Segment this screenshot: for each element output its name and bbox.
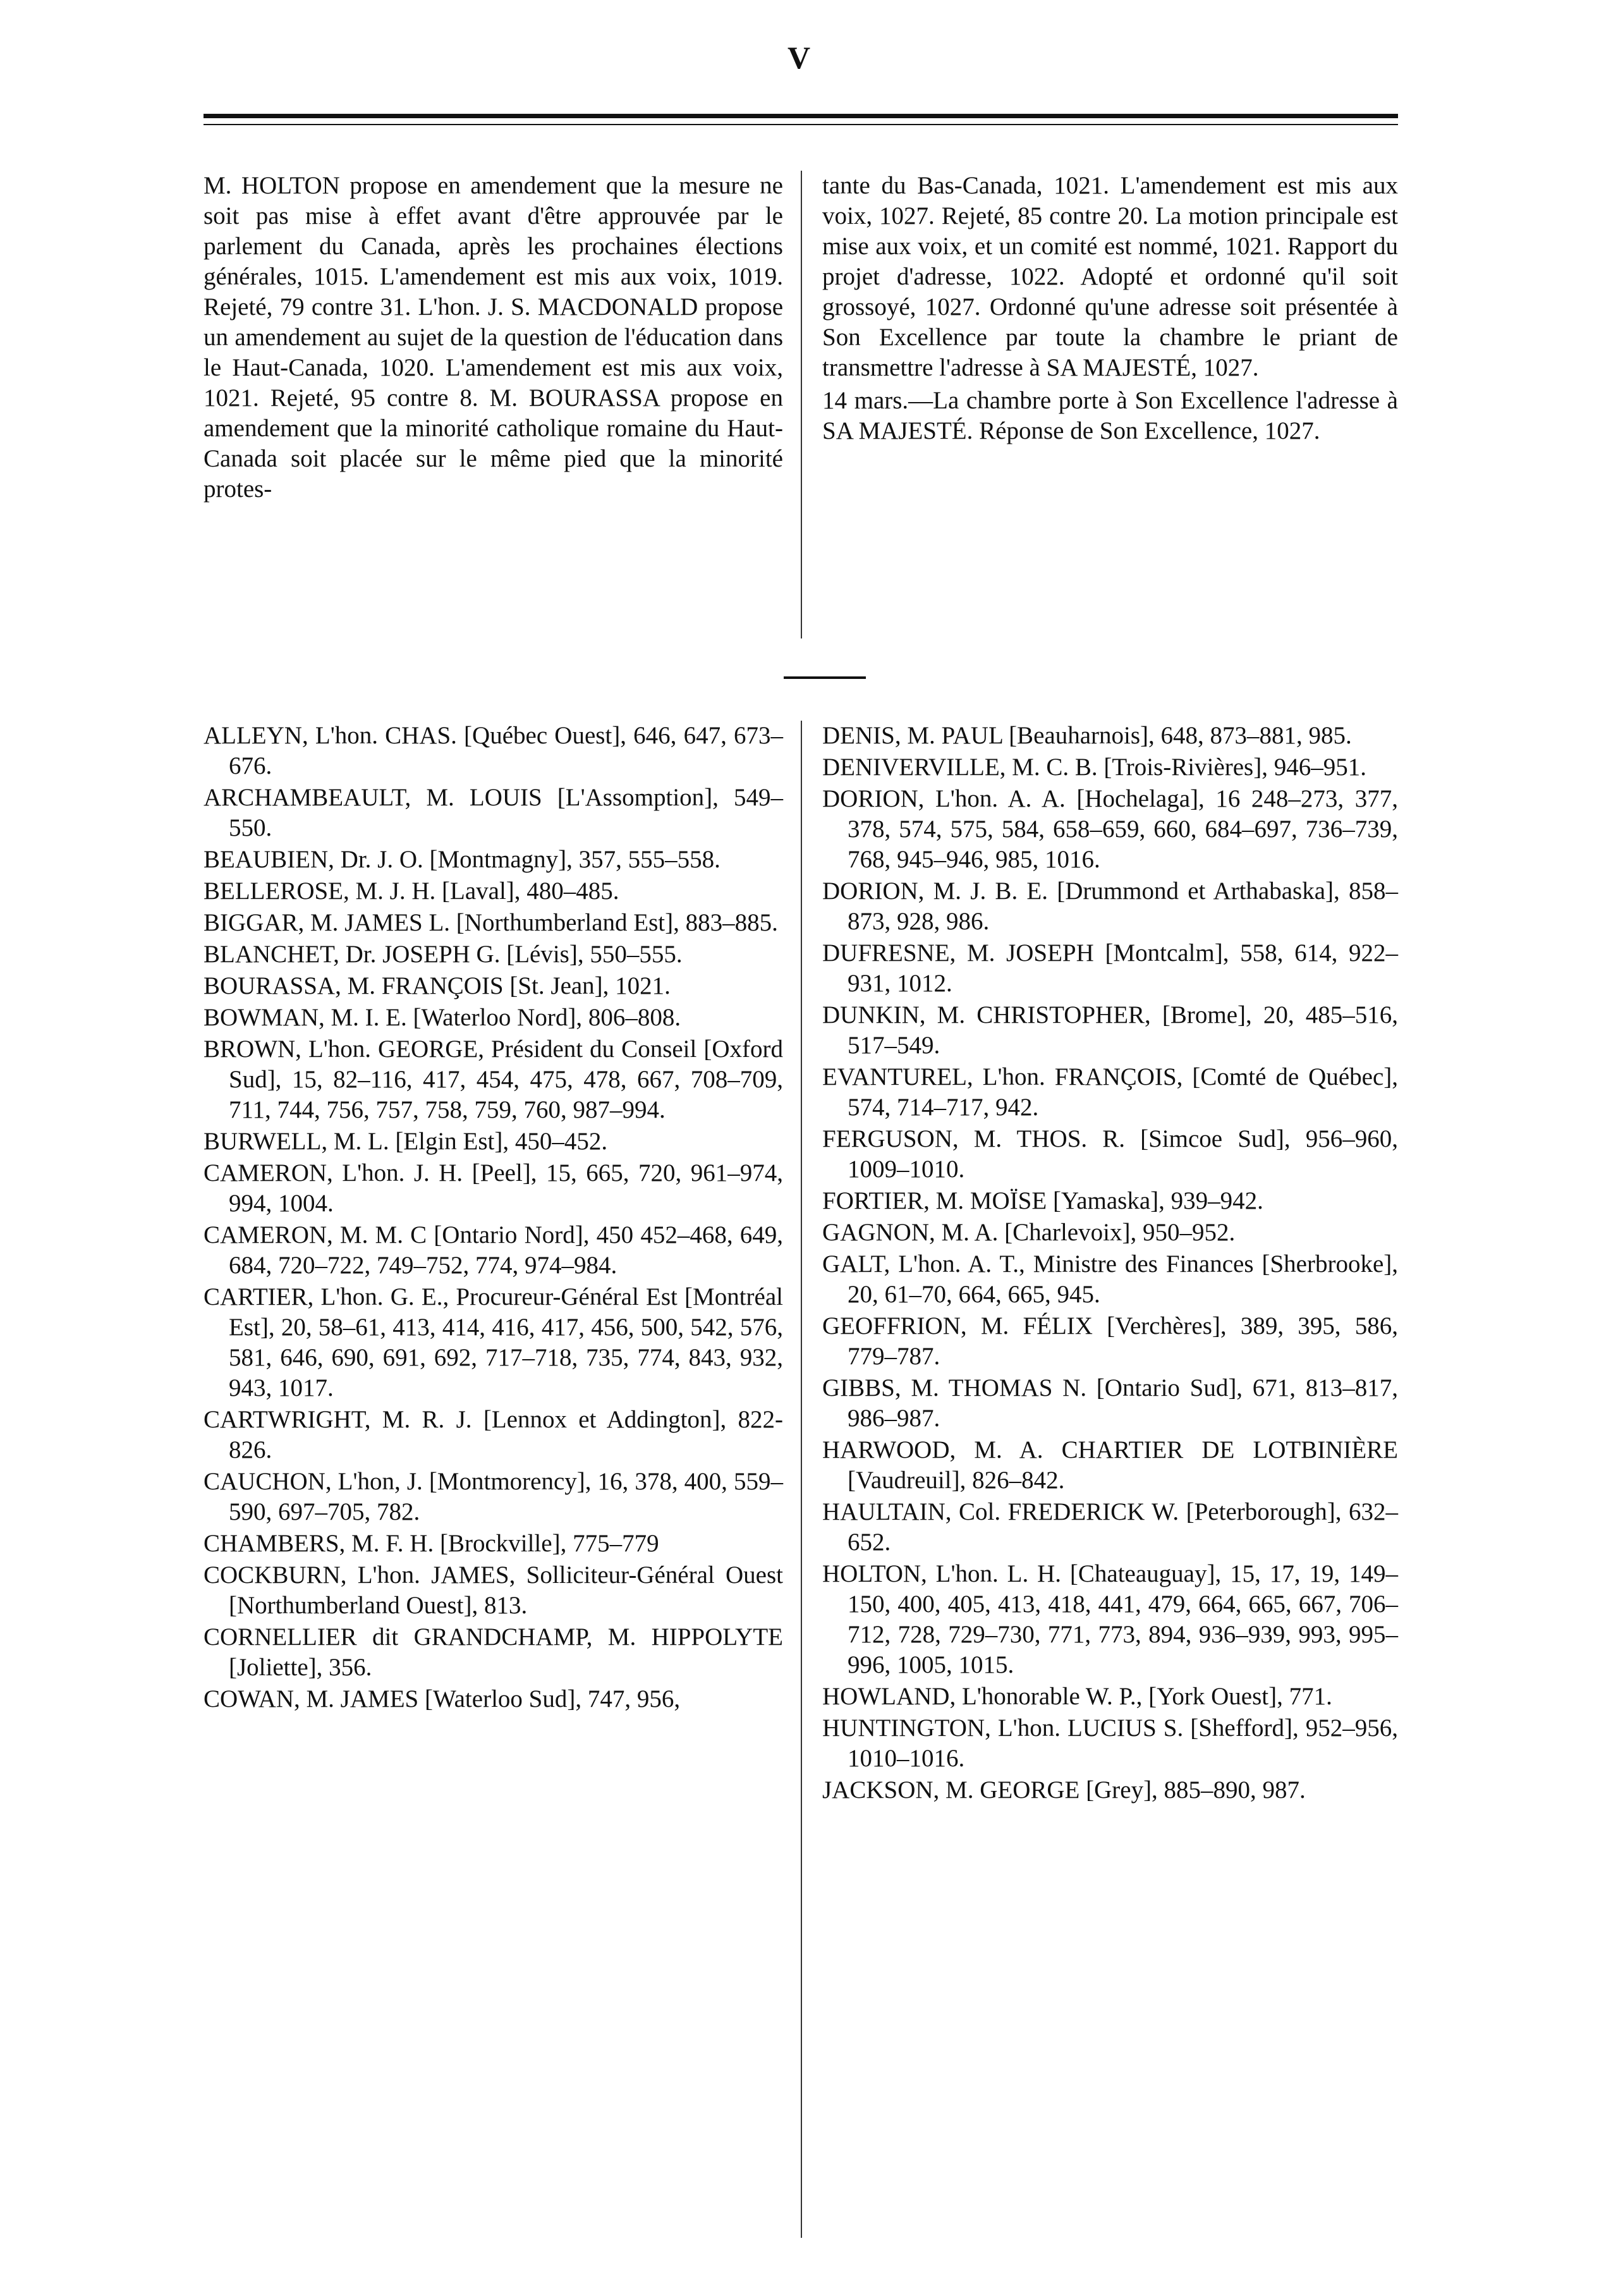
index-right-column: [801, 721, 1398, 2238]
index-entry: ALLEYN, L'hon. CHAS. [Québec Ouest], 646, 647, 673–676.: [204, 722, 783, 779]
index-entry: COCKBURN, L'hon. JAMES, Solliciteur-Général Ouest [Northumberland Ouest], 813.: [204, 1561, 783, 1619]
index-entry: HOLTON, L'hon. L. H. [Chateauguay], 15, 17, 19, 149–150, 400, 405, 413, 418, 441, 479, 664, 665, 667, 706–712, 728, 729–730, 771, 773, 894, 936–939, 993, 995–996, 1005, 1015.: [822, 1560, 1398, 1678]
index-entry: DUNKIN, M. CHRISTOPHER, [Brome], 20, 485–516, 517–549.: [822, 1001, 1398, 1059]
index-entry: BROWN, L'hon. GEORGE, Président du Conseil [Oxford Sud], 15, 82–116, 417, 454, 475, 478, 667, 708–709, 711, 744, 756, 757, 758, 759, 760, 987–994.: [204, 1035, 783, 1123]
index-entry: CARTWRIGHT, M. R. J. [Lennox et Addington], 822-826.: [204, 1406, 783, 1463]
index-entry: BOURASSA, M. FRANÇOIS [St. Jean], 1021.: [204, 972, 671, 999]
index-entry: HOWLAND, L'honorable W. P., [York Ouest], 771.: [822, 1683, 1332, 1710]
header-rule-thin: [204, 124, 1398, 125]
index-left-column: [204, 721, 801, 2238]
index-section: [204, 721, 1398, 2238]
index-entry: FERGUSON, M. THOS. R. [Simcoe Sud], 956–960, 1009–1010.: [822, 1125, 1398, 1183]
index-entry: BELLEROSE, M. J. H. [Laval], 480–485.: [204, 877, 619, 905]
index-entry: BLANCHET, Dr. JOSEPH G. [Lévis], 550–555.: [204, 941, 683, 968]
index-entry: CHAMBERS, M. F. H. [Brockville], 775–779: [204, 1530, 659, 1557]
index-entry: CAUCHON, L'hon, J. [Montmorency], 16, 378, 400, 559–590, 697–705, 782.: [204, 1468, 783, 1525]
intro-left-column: [204, 171, 801, 638]
index-entry: HAULTAIN, Col. FREDERICK W. [Peterborough], 632–652.: [822, 1498, 1398, 1556]
intro-section: [204, 171, 1398, 638]
intro-paragraph: 14 mars.—La chambre porte à Son Excellence l'adresse à SA MAJESTÉ. Réponse de Son Excellence, 1027.: [822, 387, 1398, 444]
index-entry: HARWOOD, M. A. CHARTIER DE LOTBINIÈRE [Vaudreuil], 826–842.: [822, 1436, 1398, 1494]
intro-paragraph: M. HOLTON propose en amendement que la mesure ne soit pas mise à effet avant d'être approuvée par le parlement du Canada, après les prochaines élections générales, 1015. L'amendement est mis aux voix, 1019. Rejeté, 79 contre 31. L'hon. J. S. MACDONALD propose un amendement au sujet de la question de l'éducation dans le Haut-Canada, 1020. L'amendement est mis aux voix, 1021. Rejeté, 95 contre 8. M. BOURASSA propose en amendement que la minorité catholique romaine du Haut-Canada soit placée sur le même pied que la minorité protes-: [204, 172, 783, 503]
index-entry: BURWELL, M. L. [Elgin Est], 450–452.: [204, 1128, 608, 1155]
index-entry: BIGGAR, M. JAMES L. [Northumberland Est], 883–885.: [204, 909, 778, 936]
index-entry: CARTIER, L'hon. G. E., Procureur-Général Est [Montréal Est], 20, 58–61, 413, 414, 416, 417, 456, 500, 542, 576, 581, 646, 690, 691, 692, 717–718, 735, 774, 843, 932, 943, 1017.: [204, 1283, 783, 1401]
index-entry: DENIS, M. PAUL [Beauharnois], 648, 873–881, 985.: [822, 722, 1352, 749]
page-number: V: [787, 40, 812, 75]
index-entry: BEAUBIEN, Dr. J. O. [Montmagny], 357, 555–558.: [204, 846, 720, 873]
index-entry: HUNTINGTON, L'hon. LUCIUS S. [Shefford], 952–956, 1010–1016.: [822, 1714, 1398, 1772]
index-entry: GALT, L'hon. A. T., Ministre des Finances [Sherbrooke], 20, 61–70, 664, 665, 945.: [822, 1250, 1398, 1308]
index-entry: ARCHAMBEAULT, M. LOUIS [L'Assomption], 549–550.: [204, 784, 783, 841]
index-entry: COWAN, M. JAMES [Waterloo Sud], 747, 956,: [204, 1685, 681, 1713]
index-entry: DENIVERVILLE, M. C. B. [Trois-Rivières], 946–951.: [822, 754, 1366, 781]
index-entry: CAMERON, L'hon. J. H. [Peel], 15, 665, 720, 961–974, 994, 1004.: [204, 1159, 783, 1217]
index-entry: EVANTUREL, L'hon. FRANÇOIS, [Comté de Québec], 574, 714–717, 942.: [822, 1063, 1398, 1121]
index-entry: DORION, L'hon. A. A. [Hochelaga], 16 248–273, 377, 378, 574, 575, 584, 658–659, 660, 684–697, 736–739, 768, 945–946, 985, 1016.: [822, 785, 1398, 873]
header-rule-thick: [204, 114, 1398, 118]
index-entry: CORNELLIER dit GRANDCHAMP, M. HIPPOLYTE [Joliette], 356.: [204, 1623, 783, 1681]
index-entry: GEOFFRION, M. FÉLIX [Verchères], 389, 395, 586, 779–787.: [822, 1312, 1398, 1370]
index-entry: DORION, M. J. B. E. [Drummond et Arthabaska], 858–873, 928, 986.: [822, 877, 1398, 935]
index-entry: FORTIER, M. MOÏSE [Yamaska], 939–942.: [822, 1187, 1263, 1214]
index-entry: CAMERON, M. M. C [Ontario Nord], 450 452–468, 649, 684, 720–722, 749–752, 774, 974–984.: [204, 1221, 783, 1279]
index-entry: DUFRESNE, M. JOSEPH [Montcalm], 558, 614, 922–931, 1012.: [822, 939, 1398, 997]
intro-right-column: [801, 171, 1398, 638]
section-separator: [784, 676, 866, 679]
index-entry: BOWMAN, M. I. E. [Waterloo Nord], 806–808.: [204, 1004, 681, 1031]
index-entry: JACKSON, M. GEORGE [Grey], 885–890, 987.: [822, 1776, 1306, 1804]
intro-paragraph: tante du Bas-Canada, 1021. L'amendement est mis aux voix, 1027. Rejeté, 85 contre 20. La motion principale est mise aux voix, et un comité est nommé, 1021. Rapport du projet d'adresse, 1022. Adopté et ordonné qu'il soit grossoyé, 1027. Ordonné qu'une adresse soit présentée à Son Excellence par toute la chambre le priant de transmettre l'adresse à SA MAJESTÉ, 1027.: [822, 172, 1398, 381]
index-entry: GAGNON, M. A. [Charlevoix], 950–952.: [822, 1219, 1236, 1246]
index-entry: GIBBS, M. THOMAS N. [Ontario Sud], 671, 813–817, 986–987.: [822, 1374, 1398, 1432]
